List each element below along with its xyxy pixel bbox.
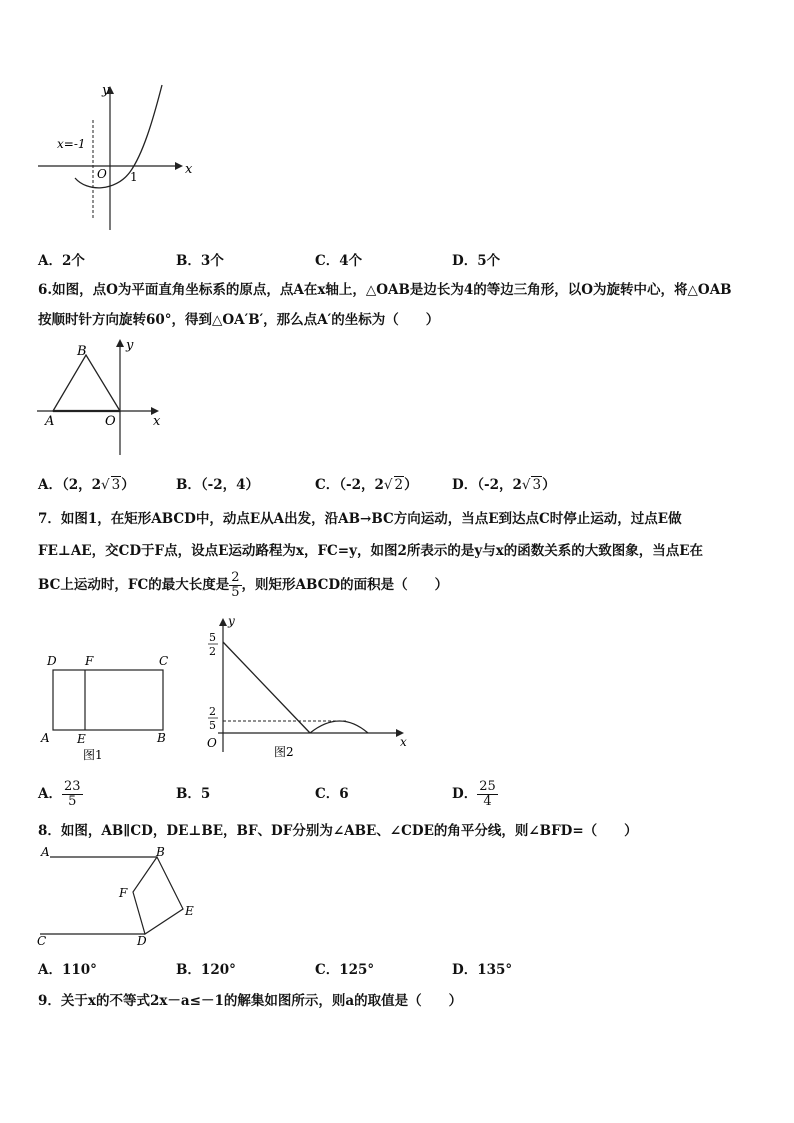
q6-option-b[interactable]: B．（-2，4） <box>176 477 260 493</box>
q8-option-c[interactable]: C．125° <box>315 962 375 978</box>
q6-label-x: x <box>153 414 161 429</box>
q5-origin-label: O <box>97 167 107 181</box>
q6-figure <box>35 335 170 460</box>
q5-x-label: x <box>185 162 193 177</box>
q6-option-c[interactable]: C．（-2，2√ 2） <box>315 477 418 493</box>
q5-option-d[interactable]: D．5个 <box>452 253 501 269</box>
q7-label-f: F <box>85 654 94 668</box>
q7-fig2-y-label: y <box>228 614 235 628</box>
q6-option-a[interactable]: A．（2，2√ 3） <box>38 477 135 493</box>
q8-label-b: B <box>156 845 165 859</box>
q8-label-c: C <box>37 934 47 948</box>
q7-fig2-origin-label: O <box>207 736 217 750</box>
q6-stem-line1: 6.如图，点O为平面直角坐标系的原点，点A在x轴上，△OAB是边长为4的等边三角形，以O为旋转中心，将△OAB <box>38 282 732 298</box>
q8-label-f: F <box>119 886 128 900</box>
q6-label-b: B <box>77 344 87 359</box>
q5-option-c[interactable]: C．4个 <box>315 253 363 269</box>
q5-parabola <box>75 85 162 188</box>
q8-label-e: E <box>185 904 194 918</box>
q8-label-a: A <box>41 845 50 859</box>
q8-option-d[interactable]: D．135° <box>452 962 513 978</box>
q8-stem-line1: 8．如图，AB∥CD，DE⊥BE，BF、DF分别为∠ABE、∠CDE的角平分线，则∠BFD=（ ） <box>38 823 638 839</box>
q7-fig2-decreasing-line <box>223 642 310 733</box>
q6-label-o: O <box>105 414 116 429</box>
q6-triangle-oab <box>53 355 120 411</box>
q7-fig1-caption: 图1 <box>83 748 103 762</box>
q8-option-a[interactable]: A．110° <box>38 962 97 978</box>
q7-figure2 <box>198 612 413 762</box>
q5-y-label: y <box>102 83 110 98</box>
q7-figure1 <box>35 650 175 765</box>
q7-label-a: A <box>41 731 50 745</box>
q6-label-y: y <box>126 338 134 353</box>
q7-rectangle-abcd <box>53 670 163 730</box>
q7-stem-line2: FE⊥AE，交CD于F点，设点E运动路程为x，FC=y，如图2所表示的是y与x的函数关系的大致图象，当点E在 <box>38 543 704 559</box>
q7-label-b: B <box>157 731 166 745</box>
q7-option-b[interactable]: B．5 <box>176 786 211 802</box>
q7-fig2-y-arrow <box>219 618 227 626</box>
q7-fig2-top-den: 2 <box>209 645 216 658</box>
q5-x-arrow <box>175 162 183 170</box>
q8-option-b[interactable]: B．120° <box>176 962 236 978</box>
q7-label-e: E <box>77 732 86 746</box>
q7-stem-fraction: $\frac{2}{5}$ <box>231 570 240 600</box>
q5-line-label: x=-1 <box>57 137 86 151</box>
q7-label-c: C <box>159 654 169 668</box>
q6-y-arrow <box>116 339 124 347</box>
q8-quadrilateral-bfde <box>133 857 183 934</box>
q7-stem-line1: 7．如图1，在矩形ABCD中，动点E从A出发，沿AB→BC方向运动，当点E到达点C时停止运动，过点E做 <box>38 511 682 527</box>
q7-fig2-low-num: 2 <box>209 705 216 718</box>
q6-label-a: A <box>45 414 55 429</box>
q5-graph <box>35 80 205 235</box>
q7-fig2-caption: 图2 <box>274 745 294 759</box>
q7-option-a[interactable]: A． $\frac{23}{5}$ <box>38 779 81 809</box>
q8-label-d: D <box>137 934 147 948</box>
q5-tick-label: 1 <box>130 170 138 184</box>
q7-fig2-arc <box>310 721 368 733</box>
q6-stem-line2: 按顺时针方向旋转60°，得到△OA′B′，那么点A′的坐标为（ ） <box>38 312 440 328</box>
q7-fig2-x-label: x <box>400 735 407 749</box>
q5-option-a[interactable]: A．2个 <box>38 253 85 269</box>
q7-label-d: D <box>47 654 57 668</box>
q6-option-d[interactable]: D．（-2，2√ 3） <box>452 477 556 493</box>
q7-fig2-low-den: 5 <box>209 719 216 732</box>
q7-fig2-top-num: 5 <box>209 631 216 644</box>
q8-figure <box>35 842 210 952</box>
q7-option-d[interactable]: D． $\frac{25}{4}$ <box>452 779 496 809</box>
q5-option-b[interactable]: B．3个 <box>176 253 224 269</box>
q7-stem-line3: BC上运动时，FC的最大长度是 $\frac{2}{5}$ ，则矩形ABCD的面积是（ ） <box>38 570 449 600</box>
q9-stem-line1: 9．关于x的不等式2x－a≤－1的解集如图所示，则a的取值是（ ） <box>38 993 463 1009</box>
q7-option-c[interactable]: C．6 <box>315 786 349 802</box>
